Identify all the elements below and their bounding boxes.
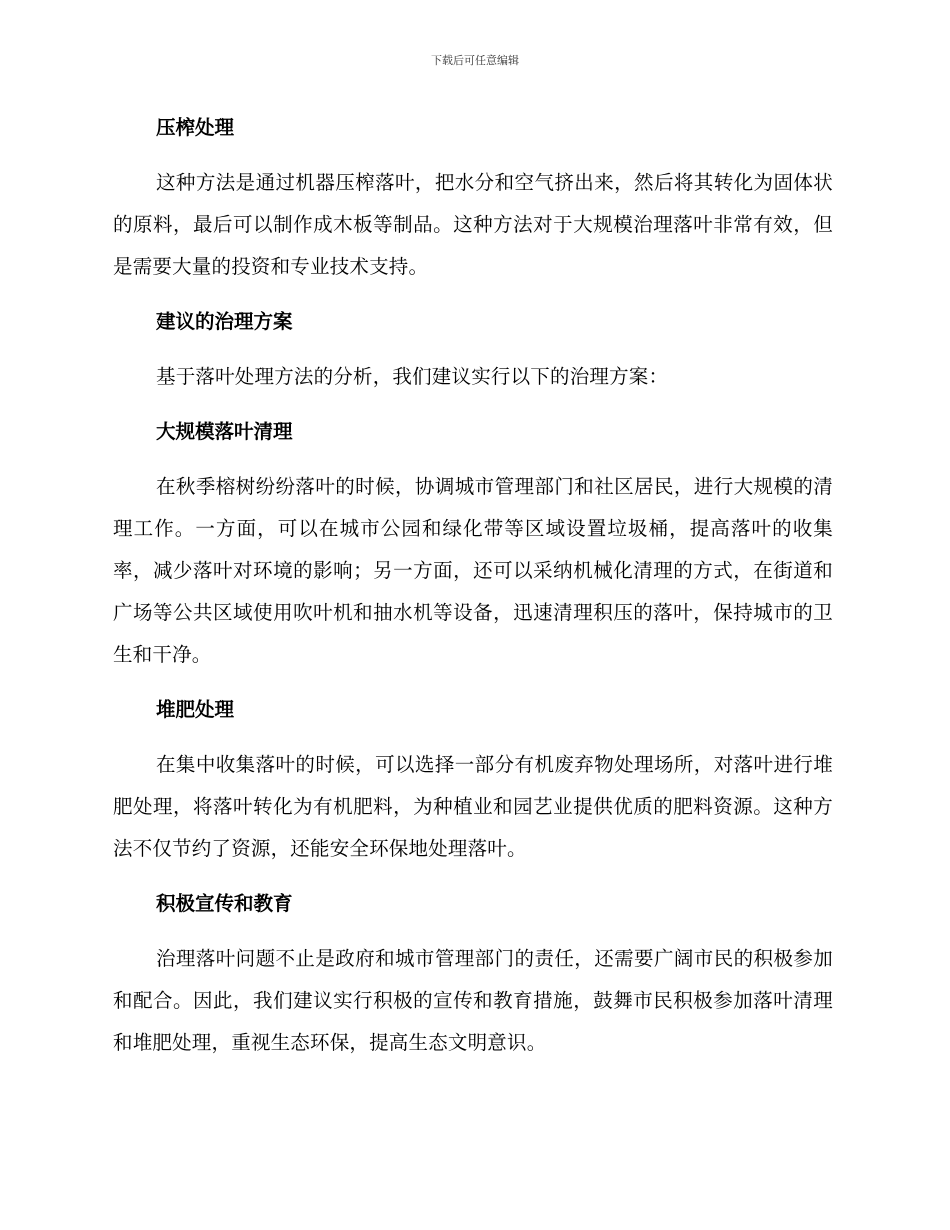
section-composting — [113, 690, 833, 884]
section-heading: 积极宣传和教育 — [156, 892, 293, 915]
section-pressing — [113, 108, 833, 302]
section-paragraph: 在集中收集落叶的时候，可以选择一部分有机废弃物处理场所，对落叶进行堆肥处理，将落叶转化为有机肥料，为种植业和园艺业提供优质的肥料资源。这种方法不仅节约了资源，还能安全环保地处理落叶。 — [113, 753, 833, 860]
section-large-scale-cleanup — [113, 412, 833, 690]
section-paragraph: 治理落叶问题不止是政府和城市管理部门的责任，还需要广阔市民的积极参加和配合。因此，我们建议实行积极的宣传和教育措施，鼓舞市民积极参加落叶清理和堆肥处理，重视生态环保，提高生态文明意识。 — [113, 947, 833, 1054]
section-paragraph: 这种方法是通过机器压榨落叶，把水分和空气挤出来，然后将其转化为固体状的原料，最后可以制作成木板等制品。这种方法对于大规模治理落叶非常有效，但是需要大量的投资和专业技术支持。 — [113, 171, 833, 278]
page-header: 下载后可任意编辑 — [431, 54, 519, 67]
document-body — [113, 108, 833, 1064]
section-proposal — [113, 302, 833, 412]
section-paragraph: 基于落叶处理方法的分析，我们建议实行以下的治理方案： — [156, 365, 669, 388]
section-heading: 大规模落叶清理 — [156, 420, 293, 443]
section-education — [113, 884, 833, 1064]
section-heading: 建议的治理方案 — [156, 310, 293, 333]
section-paragraph: 在秋季榕树纷纷落叶的时候，协调城市管理部门和社区居民，进行大规模的清理工作。一方面，可以在城市公园和绿化带等区域设置垃圾桶，提高落叶的收集率，减少落叶对环境的影响；另一方面，还可以采纳机械化清理的方式，在街道和广场等公共区域使用吹叶机和抽水机等设备，迅速清理积压的落叶，保持城市的卫生和干净。 — [113, 475, 833, 666]
section-heading: 压榨处理 — [156, 116, 235, 139]
section-heading: 堆肥处理 — [156, 698, 235, 721]
